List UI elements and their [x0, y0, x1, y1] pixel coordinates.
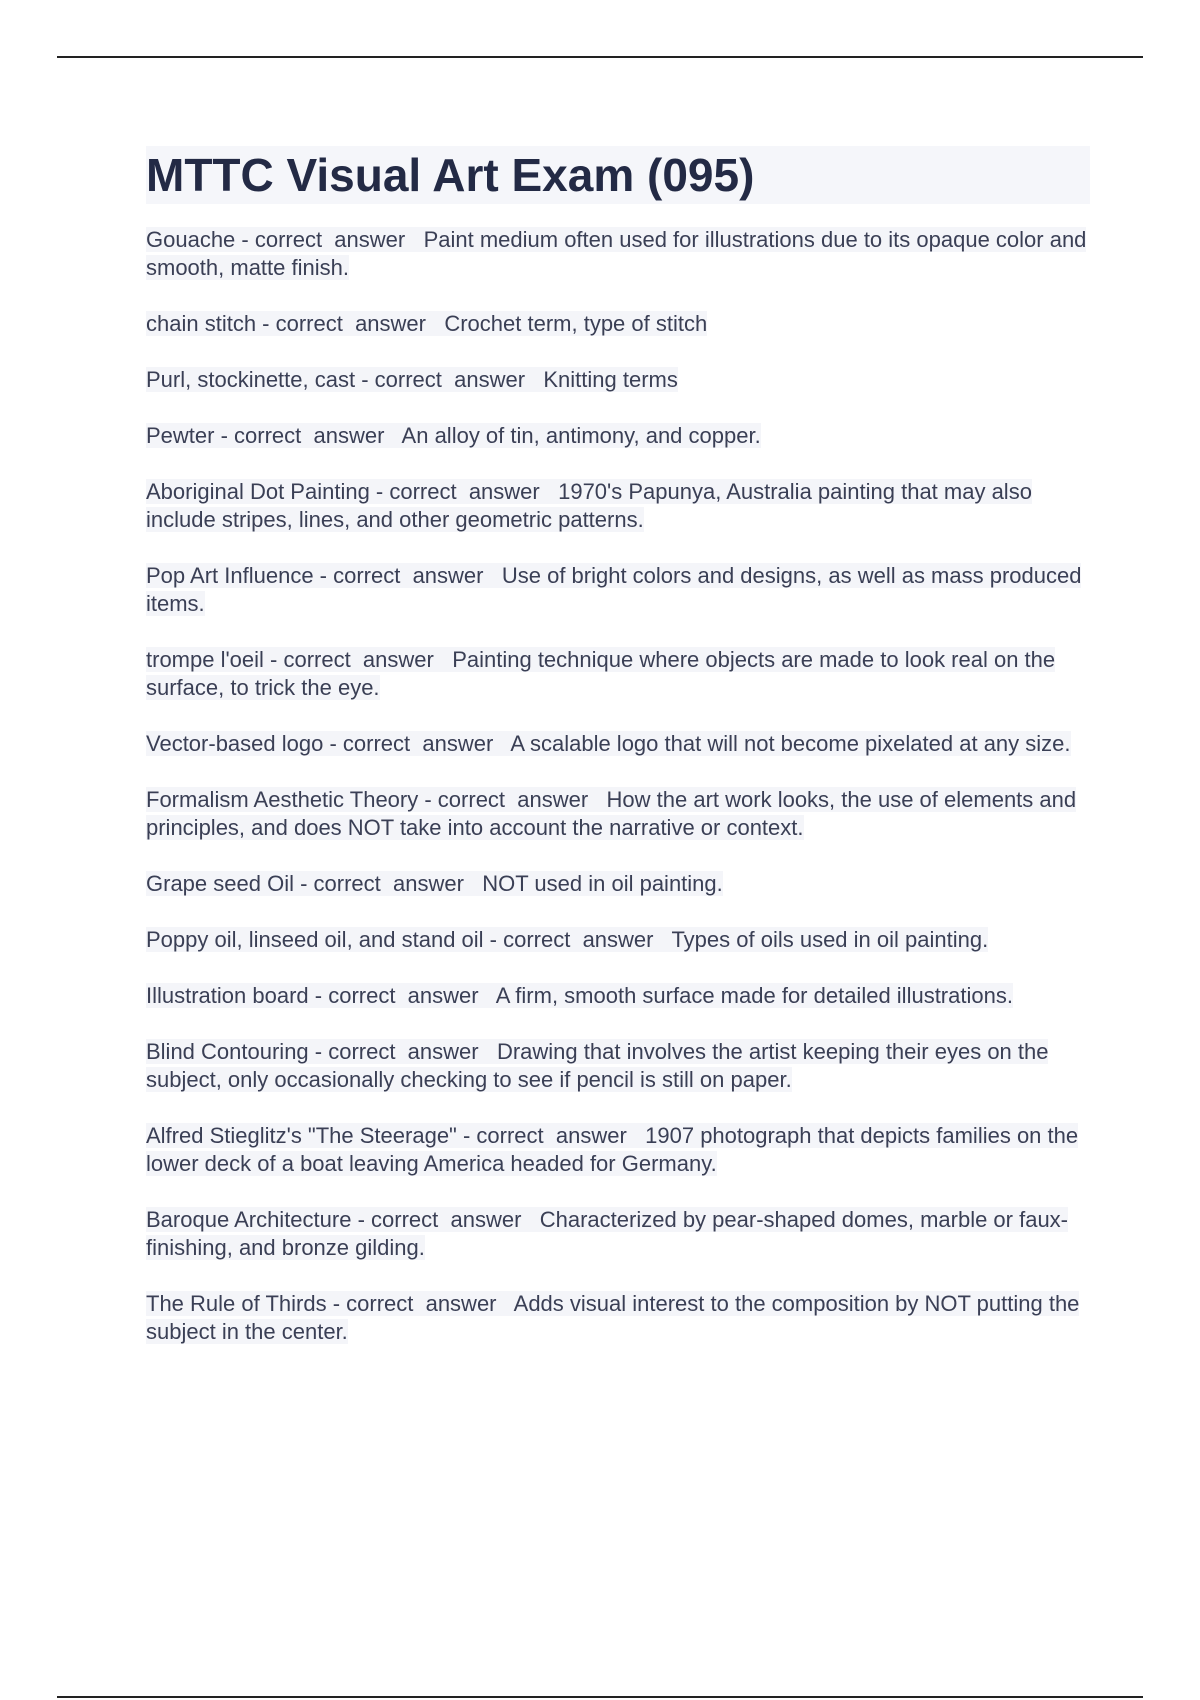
entry-separator: - correct answer	[351, 1207, 540, 1232]
entry-term: Pop Art Influence	[146, 563, 314, 588]
entry-term: Gouache	[146, 227, 236, 252]
entry-term: Illustration board	[146, 983, 309, 1008]
title-block	[146, 146, 1090, 204]
flashcard-entry	[146, 1038, 1090, 1094]
entry-term: trompe l'oeil	[146, 647, 264, 672]
entry-definition: Adds visual interest to the composition by NOT putting the subject in the center.	[146, 1291, 1080, 1344]
flashcard-entry	[146, 1290, 1090, 1346]
flashcard-entry	[146, 870, 1090, 898]
entry-definition: Crochet term, type of stitch	[444, 311, 708, 336]
entry-definition: Types of oils used in oil painting.	[671, 927, 989, 952]
entry-separator: - correct answer	[235, 227, 424, 252]
entry-term: chain stitch	[146, 311, 257, 336]
entry-definition: Knitting terms	[543, 367, 678, 392]
entry-separator: - correct answer	[456, 1123, 646, 1148]
entry-separator: - correct answer	[256, 311, 445, 336]
entry-separator: - correct answer	[214, 423, 402, 448]
entry-definition: Characterized by pear-shaped domes, marble or faux-finishing, and bronze gilding.	[146, 1207, 1069, 1260]
flashcard-entry	[146, 982, 1090, 1010]
entry-separator: - correct answer	[369, 479, 559, 504]
entry-term: Formalism Aesthetic Theory	[146, 787, 419, 812]
entry-separator: - correct answer	[293, 871, 483, 896]
entry-definition: A firm, smooth surface made for detailed illustrations.	[495, 983, 1013, 1008]
entry-separator: - correct answer	[483, 927, 672, 952]
entry-term: Aboriginal Dot Painting	[146, 479, 370, 504]
entry-term: Pewter	[146, 423, 215, 448]
flashcard-entry	[146, 646, 1090, 702]
entry-definition: An alloy of tin, antimony, and copper.	[401, 423, 761, 448]
entry-definition: Use of bright colors and designs, as well as mass produced items.	[146, 563, 1082, 616]
flashcard-entry	[146, 366, 1090, 394]
flashcard-entry	[146, 786, 1090, 842]
entry-separator: - correct answer	[263, 647, 453, 672]
entry-definition: 1970's Papunya, Australia painting that may also include stripes, lines, and other geometric patterns.	[146, 479, 1032, 532]
footer-rule	[57, 1696, 1143, 1698]
flashcard-entry	[146, 730, 1090, 758]
entry-separator: - correct answer	[326, 1291, 514, 1316]
entry-separator: - correct answer	[323, 731, 511, 756]
entry-definition: 1907 photograph that depicts families on the lower deck of a boat leaving America headed for Germany.	[146, 1123, 1079, 1176]
flashcard-entry	[146, 562, 1090, 618]
flashcard-list	[146, 226, 1090, 1346]
header-rule	[57, 56, 1143, 58]
entry-definition: NOT used in oil painting.	[482, 871, 723, 896]
entry-term: The Rule of Thirds	[146, 1291, 327, 1316]
flashcard-entry	[146, 926, 1090, 954]
entry-separator: - correct answer	[418, 787, 607, 812]
flashcard-entry	[146, 1206, 1090, 1262]
flashcard-entry	[146, 310, 1090, 338]
entry-term: Purl, stockinette, cast	[146, 367, 356, 392]
entry-term: Grape seed Oil	[146, 871, 294, 896]
page-title: MTTC Visual Art Exam (095)	[146, 149, 755, 201]
entry-definition: How the art work looks, the use of elements and principles, and does NOT take into account the narrative or context.	[146, 787, 1077, 840]
entry-separator: - correct answer	[355, 367, 544, 392]
entry-term: Alfred Stieglitz's "The Steerage"	[146, 1123, 457, 1148]
entry-separator: - correct answer	[308, 983, 496, 1008]
entry-separator: - correct answer	[308, 1039, 497, 1064]
flashcard-entry	[146, 1122, 1090, 1178]
flashcard-entry	[146, 226, 1090, 282]
flashcard-entry	[146, 422, 1090, 450]
entry-definition: Painting technique where objects are made to look real on the surface, to trick the eye.	[146, 647, 1056, 700]
entry-term: Poppy oil, linseed oil, and stand oil	[146, 927, 484, 952]
entry-term: Vector-based logo	[146, 731, 324, 756]
entry-definition: A scalable logo that will not become pixelated at any size.	[510, 731, 1071, 756]
entry-definition: Paint medium often used for illustrations due to its opaque color and smooth, matte finish.	[146, 227, 1087, 280]
entry-definition: Drawing that involves the artist keeping their eyes on the subject, only occasionally checking to see if pencil is still on paper.	[146, 1039, 1049, 1092]
entry-term: Baroque Architecture	[146, 1207, 352, 1232]
document-body	[146, 146, 1090, 1374]
entry-term: Blind Contouring	[146, 1039, 309, 1064]
flashcard-entry	[146, 478, 1090, 534]
entry-separator: - correct answer	[313, 563, 502, 588]
